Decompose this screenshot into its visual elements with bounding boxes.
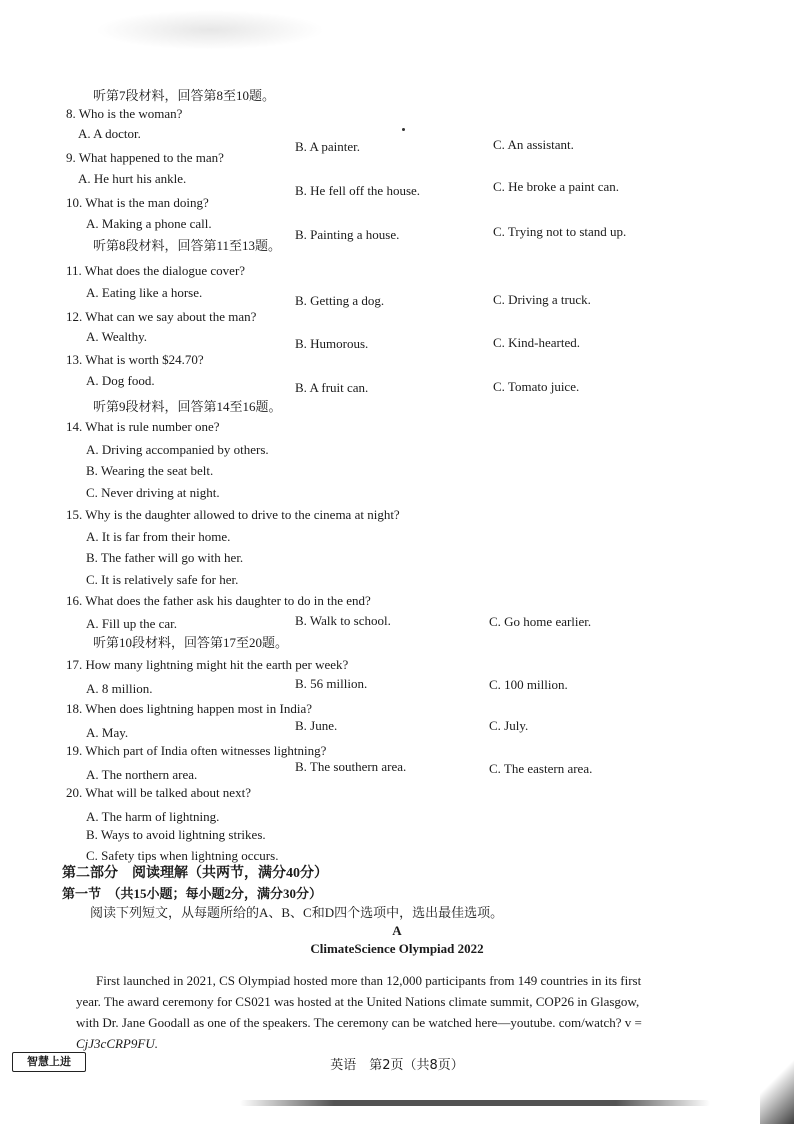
- q12-option-a: A. Wealthy.: [86, 329, 148, 344]
- passage-letter: A: [392, 923, 402, 938]
- question-12: 12. What can we say about the man?: [66, 309, 257, 324]
- scan-smudge: [95, 10, 325, 50]
- passage-paragraph-line-4: CjJ3cCRP9FU.: [76, 1036, 158, 1051]
- q15-option-a: A. It is far from their home.: [86, 529, 231, 544]
- question-19: 19. Which part of India often witnesses lightning?: [66, 743, 327, 758]
- listening-intro-10: 听第10段材料，回答第17至20题。: [93, 635, 289, 650]
- q19-option-b: B. The southern area.: [295, 759, 407, 774]
- q13-option-b: B. A fruit can.: [295, 380, 369, 395]
- q18-option-a: A. May.: [86, 725, 129, 740]
- q8-option-c: C. An assistant.: [493, 137, 574, 152]
- q18-option-b: B. June.: [295, 718, 338, 733]
- passage-title: ClimateScience Olympiad 2022: [310, 941, 484, 956]
- question-9: 9. What happened to the man?: [66, 150, 224, 165]
- scan-dot: [402, 128, 405, 131]
- scan-corner-shadow: [760, 1050, 794, 1124]
- q10-option-b: B. Painting a house.: [295, 227, 400, 242]
- scan-edge-shadow: [240, 1100, 710, 1106]
- listening-intro-9: 听第9段材料，回答第14至16题。: [93, 399, 282, 414]
- listening-intro-7: 听第7段材料，回答第8至10题。: [93, 88, 276, 103]
- q17-option-b: B. 56 million.: [295, 676, 368, 691]
- question-11: 11. What does the dialogue cover?: [66, 263, 246, 278]
- q15-option-b: B. The father will go with her.: [86, 550, 244, 565]
- question-10: 10. What is the man doing?: [66, 195, 209, 210]
- question-13: 13. What is worth $24.70?: [66, 352, 204, 367]
- question-17: 17. How many lightning might hit the earth per week?: [66, 657, 349, 672]
- section-one-heading: 第一节 （共15小题；每小题2分，满分30分）: [62, 886, 323, 901]
- q13-option-c: C. Tomato juice.: [493, 379, 580, 394]
- q17-option-c: C. 100 million.: [489, 677, 568, 692]
- question-18: 18. When does lightning happen most in India?: [66, 701, 312, 716]
- question-14: 14. What is rule number one?: [66, 419, 220, 434]
- q11-option-c: C. Driving a truck.: [493, 292, 591, 307]
- passage-paragraph-line-2: year. The award ceremony for CS021 was hosted at the United Nations climate summit, COP26 in Glasgow,: [76, 994, 640, 1009]
- question-20: 20. What will be talked about next?: [66, 785, 251, 800]
- q8-option-b: B. A painter.: [295, 139, 360, 154]
- question-15: 15. Why is the daughter allowed to drive to the cinema at night?: [66, 507, 400, 522]
- q9-option-c: C. He broke a paint can.: [493, 179, 619, 194]
- q12-option-c: C. Kind-hearted.: [493, 335, 581, 350]
- q19-option-c: C. The eastern area.: [489, 761, 593, 776]
- q9-option-a: A. He hurt his ankle.: [78, 171, 187, 186]
- listening-intro-8: 听第8段材料，回答第11至13题。: [93, 238, 282, 253]
- q19-option-a: A. The northern area.: [86, 767, 198, 782]
- reading-instruction: 阅读下列短文，从每题所给的A、B、C和D四个选项中，选出最佳选项。: [90, 905, 504, 920]
- q13-option-a: A. Dog food.: [86, 373, 155, 388]
- q11-option-a: A. Eating like a horse.: [86, 285, 203, 300]
- q11-option-b: B. Getting a dog.: [295, 293, 385, 308]
- question-8: 8. Who is the woman?: [66, 106, 183, 121]
- q14-option-b: B. Wearing the seat belt.: [86, 463, 214, 478]
- q15-option-c: C. It is relatively safe for her.: [86, 572, 239, 587]
- q16-option-b: B. Walk to school.: [295, 613, 391, 628]
- q18-option-c: C. July.: [489, 718, 529, 733]
- q20-option-c: C. Safety tips when lightning occurs.: [86, 848, 279, 863]
- q10-option-c: C. Trying not to stand up.: [493, 224, 627, 239]
- q20-option-a: A. The harm of lightning.: [86, 809, 220, 824]
- q8-option-a: A. A doctor.: [78, 126, 141, 141]
- passage-paragraph-line-1: First launched in 2021, CS Olympiad hosted more than 12,000 participants from 149 countries in its first: [96, 973, 642, 988]
- q9-option-b: B. He fell off the house.: [295, 183, 421, 198]
- page-number: 英语 第2页（共8页）: [330, 1058, 464, 1073]
- q12-option-b: B. Humorous.: [295, 336, 369, 351]
- q14-option-c: C. Never driving at night.: [86, 485, 220, 500]
- q10-option-a: A. Making a phone call.: [86, 216, 212, 231]
- q17-option-a: A. 8 million.: [86, 681, 153, 696]
- part-two-heading: 第二部分 阅读理解（共两节，满分40分）: [62, 866, 328, 881]
- q16-option-c: C. Go home earlier.: [489, 614, 592, 629]
- question-16: 16. What does the father ask his daughter to do in the end?: [66, 593, 371, 608]
- q20-option-b: B. Ways to avoid lightning strikes.: [86, 827, 266, 842]
- q16-option-a: A. Fill up the car.: [86, 616, 177, 631]
- q14-option-a: A. Driving accompanied by others.: [86, 442, 269, 457]
- brand-logo: 智慧上进: [12, 1052, 86, 1072]
- passage-paragraph-line-3: with Dr. Jane Goodall as one of the speakers. The ceremony can be watched here—youtube. com/watch? v =: [76, 1015, 642, 1030]
